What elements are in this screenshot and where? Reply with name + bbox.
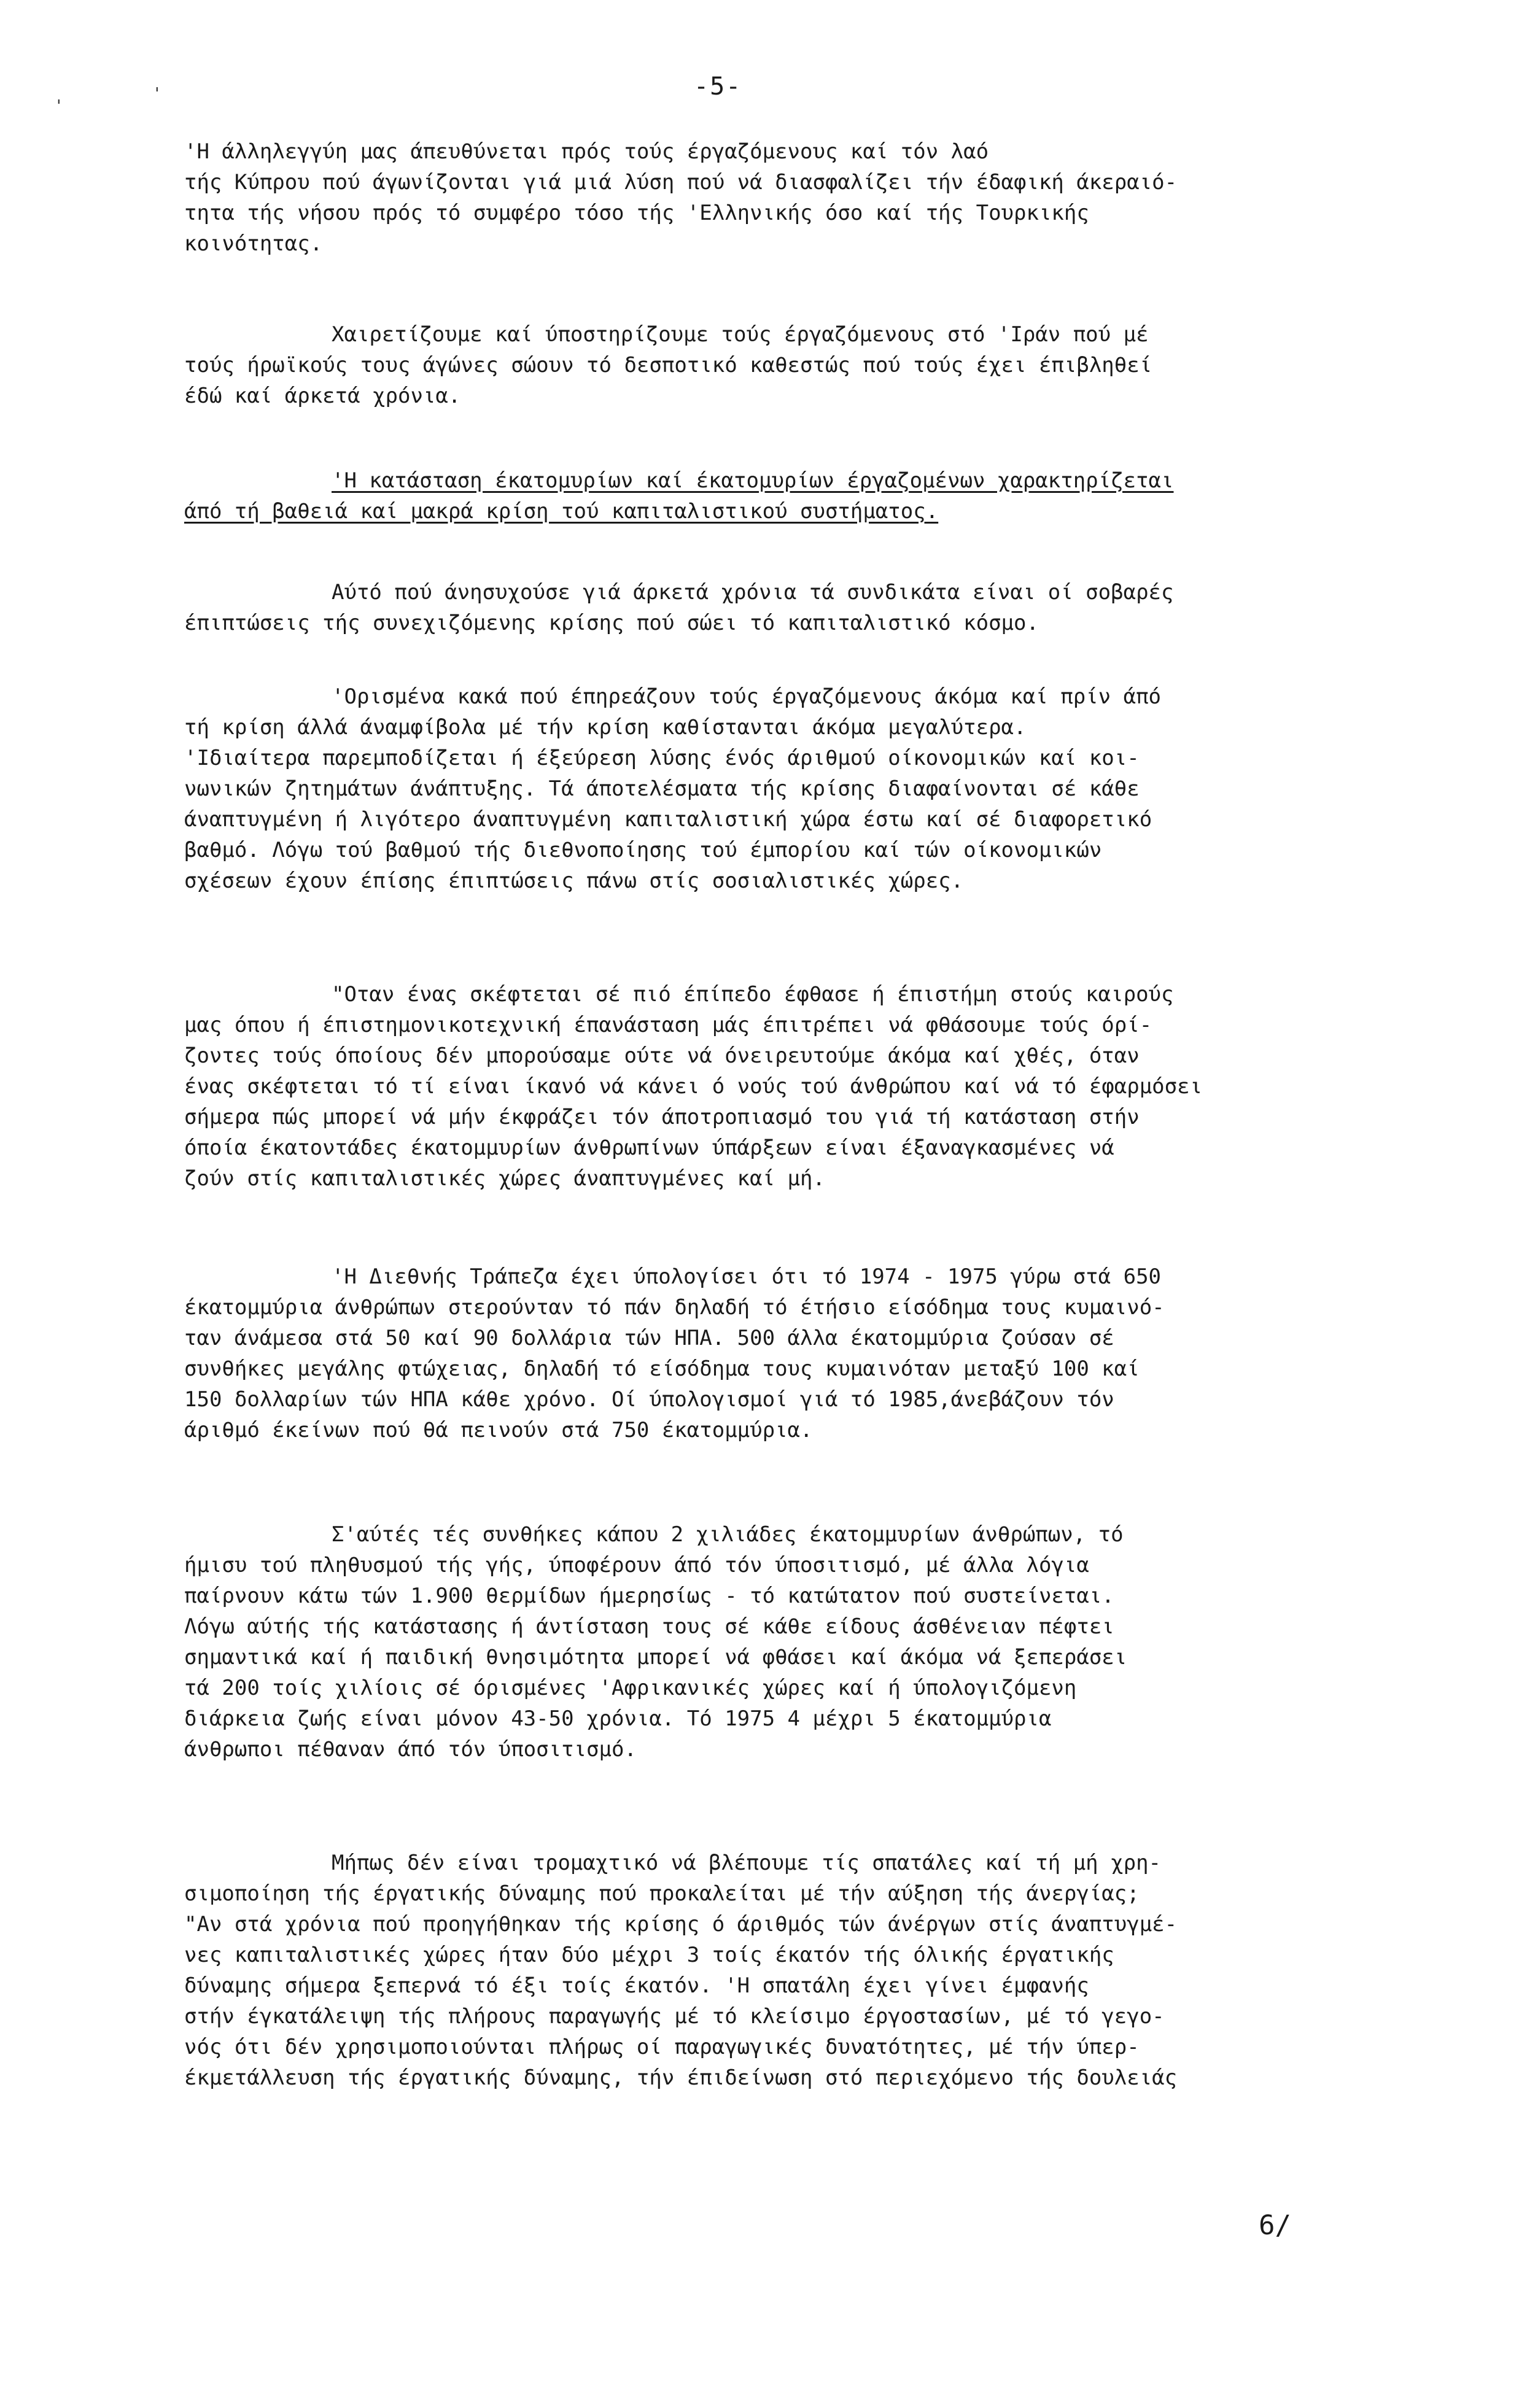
text-line: όποία έκατοντάδες έκατομμυρίων άνθρωπίνων ύπάρξεων είναι έξαναγκασμένες νά	[184, 1136, 1114, 1160]
text-line: νός ότι δέν χρησιμοποιούνται πλήρως οί παραγωγικές δυνατότητες, μέ τήν ύπερ-	[184, 2035, 1140, 2059]
paragraph-2	[184, 319, 1375, 411]
text-line: ζοντες τούς όποίους δέν μπορούσαμε ούτε νά όνειρευτούμε άκόμα καί χθές, όταν	[184, 1043, 1140, 1068]
text-line: ζούν στίς καπιταλιστικές χώρες άναπτυγμένες καί μή.	[184, 1166, 825, 1191]
text-line: σχέσεων έχουν έπίσης έπιπτώσεις πάνω στίς σοσιαλιστικές χώρες.	[184, 869, 964, 893]
text-line: τητα τής νήσου πρός τό συμφέρο τόσο τής 'Ελληνικής όσο καί τής Τουρκικής	[184, 201, 1089, 225]
text-line: ήμισυ τού πληθυσμού τής γής, ύποφέρουν άπό τόν ύποσιτισμό, μέ άλλα λόγια	[184, 1553, 1089, 1578]
text-line: άριθμό έκείνων πού θά πεινούν στά 750 έκατομμύρια.	[184, 1418, 813, 1442]
text-line: νες καπιταλιστικές χώρες ήταν δύο μέχρι 3 τοίς έκατόν τής όλικής έργατικής	[184, 1943, 1114, 1967]
text-line: τή κρίση άλλά άναμφίβολα μέ τήν κρίση καθίστανται άκόμα μεγαλύτερα.	[184, 715, 1027, 740]
paragraph-7	[184, 1261, 1375, 1446]
paragraph-5	[184, 681, 1375, 896]
paragraph-9	[184, 1848, 1375, 2093]
text-line: 'Η κατάσταση έκατομυρίων καί έκατομυρίων έργαζομένων χαρακτηρίζεται	[332, 468, 1174, 493]
text-line: "Οταν ένας σκέφτεται σέ πιό έπίπεδο έφθασε ή έπιστήμη στούς καιρούς	[332, 982, 1174, 1007]
text-line: άπό τή βαθειά καί μακρά κρίση τού καπιταλιστικού συστήματος.	[184, 499, 939, 524]
text-line: συνθήκες μεγάλης φτώχειας, δηλαδή τό είσόδημα τους κυμαινόταν μεταξύ 100 καί	[184, 1357, 1140, 1381]
text-line: Μήπως δέν είναι τρομαχτικό νά βλέπουμε τίς σπατάλες καί τή μή χρη-	[332, 1851, 1162, 1875]
text-line: σήμερα πώς μπορεί νά μήν έκφράζει τόν άποτροπιασμό του γιά τή κατάσταση στήν	[184, 1105, 1140, 1129]
paragraph-4	[184, 577, 1375, 638]
text-line: μας όπου ή έπιστημονικοτεχνική έπανάσταση μάς έπιτρέπει νά φθάσουμε τούς όρί-	[184, 1013, 1152, 1037]
text-line: δύναμης σήμερα ξεπερνά τό έξι τοίς έκατόν. 'Η σπατάλη έχει γίνει έμφανής	[184, 1973, 1089, 1998]
text-line: σημαντικά καί ή παιδική θνησιμότητα μπορεί νά φθάσει καί άκόμα νά ξεπεράσει	[184, 1645, 1127, 1670]
text-line: 150 δολλαρίων τών ΗΠΑ κάθε χρόνο. Οί ύπολογισμοί γιά τό 1985,άνεβάζουν τόν	[184, 1387, 1114, 1412]
text-line: έκατομμύρια άνθρώπων στερούνταν τό πάν δηλαδή τό έτήσιο είσόδημα τους κυμαινό-	[184, 1295, 1165, 1320]
text-line: έδώ καί άρκετά χρόνια.	[184, 384, 461, 408]
next-page-marker: 6/	[1259, 2210, 1291, 2241]
text-line: Αύτό πού άνησυχούσε γιά άρκετά χρόνια τά συνδικάτα είναι οί σοβαρές	[332, 580, 1174, 605]
text-line: 'Η Διεθνής Τράπεζα έχει ύπολογίσει ότι τό 1974 - 1975 γύρω στά 650	[332, 1264, 1162, 1289]
text-line: άνθρωποι πέθαναν άπό τόν ύποσιτισμό.	[184, 1737, 637, 1762]
text-line: 'Ορισμένα κακά πού έπηρεάζουν τούς έργαζόμενους άκόμα καί πρίν άπό	[332, 684, 1162, 709]
text-line: Χαιρετίζουμε καί ύποστηρίζουμε τούς έργαζόμενους στό 'Ιράν πού μέ	[332, 322, 1149, 347]
paragraph-1	[184, 136, 1375, 259]
text-line: Σ'αύτές τές συνθήκες κάπου 2 χιλιάδες έκατομμυρίων άνθρώπων, τό	[332, 1522, 1124, 1547]
text-line: στήν έγκατάλειψη τής πλήρους παραγωγής μέ τό κλείσιμο έργοστασίων, μέ τό γεγο-	[184, 2004, 1165, 2029]
text-line: τά 200 τοίς χιλίοις σέ όρισμένες 'Αφρικανικές χώρες καί ή ύπολογιζόμενη	[184, 1676, 1077, 1700]
text-line: τούς ήρωϊκούς τους άγώνες σώουν τό δεσποτικό καθεστώς πού τούς έχει έπιβληθεί	[184, 353, 1152, 377]
scan-mark-right: '	[152, 85, 162, 103]
text-line: κοινότητας.	[184, 231, 323, 256]
paragraph-6	[184, 979, 1375, 1194]
text-line: σιμοποίηση τής έργατικής δύναμης πού προκαλείται μέ τήν αύξηση τής άνεργίας;	[184, 1881, 1140, 1906]
text-line: παίρνουν κάτω τών 1.900 θερμίδων ήμερησίως - τό κατώτατον πού συστείνεται.	[184, 1584, 1114, 1608]
scan-mark-left: '	[54, 97, 64, 115]
text-line: έκμετάλλευση τής έργατικής δύναμης, τήν έπιδείνωση στό περιεχόμενο τής δουλειάς	[184, 2065, 1178, 2090]
text-line: "Αν στά χρόνια πού προηγήθηκαν τής κρίσης ό άριθμός τών άνέργων στίς άναπτυγμέ-	[184, 1912, 1178, 1937]
text-line: νωνικών ζητημάτων άνάπτυξης. Τά άποτελέσματα τής κρίσης διαφαίνονται σέ κάθε	[184, 776, 1140, 801]
paragraph-3	[184, 465, 1375, 527]
text-line: βαθμό. Λόγω τού βαθμού τής διεθνοποίησης τού έμπορίου καί τών οίκονομικών	[184, 838, 1102, 862]
text-line: 'Ιδιαίτερα παρεμποδίζεται ή έξεύρεση λύσης ένός άριθμού οίκονομικών καί κοι-	[184, 746, 1140, 770]
text-line: ταν άνάμεσα στά 50 καί 90 δολλάρια τών ΗΠΑ. 500 άλλα έκατομμύρια ζούσαν σέ	[184, 1326, 1114, 1350]
page-number: -5-	[694, 72, 742, 101]
text-line: διάρκεια ζωής είναι μόνον 43-50 χρόνια. Τό 1975 4 μέχρι 5 έκατομμύρια	[184, 1706, 1052, 1731]
text-line: έπιπτώσεις τής συνεχιζόμενης κρίσης πού σώει τό καπιταλιστικό κόσμο.	[184, 611, 1039, 635]
paragraph-8	[184, 1519, 1375, 1765]
text-line: 'Η άλληλεγγύη μας άπευθύνεται πρός τούς έργαζόμενους καί τόν λαό	[184, 139, 989, 164]
text-line: Λόγω αύτής τής κατάστασης ή άντίσταση τους σέ κάθε είδους άσθένειαν πέφτει	[184, 1614, 1114, 1639]
text-line: άναπτυγμένη ή λιγότερο άναπτυγμένη καπιταλιστική χώρα έστω καί σέ διαφορετικό	[184, 807, 1152, 832]
text-line: τής Κύπρου πού άγωνίζονται γιά μιά λύση πού νά διασφαλίζει τήν έδαφική άκεραιό-	[184, 170, 1178, 195]
text-line: ένας σκέφτεται τό τί είναι ίκανό νά κάνει ό νούς τού άνθρώπου καί νά τό έφαρμόσει	[184, 1074, 1203, 1099]
